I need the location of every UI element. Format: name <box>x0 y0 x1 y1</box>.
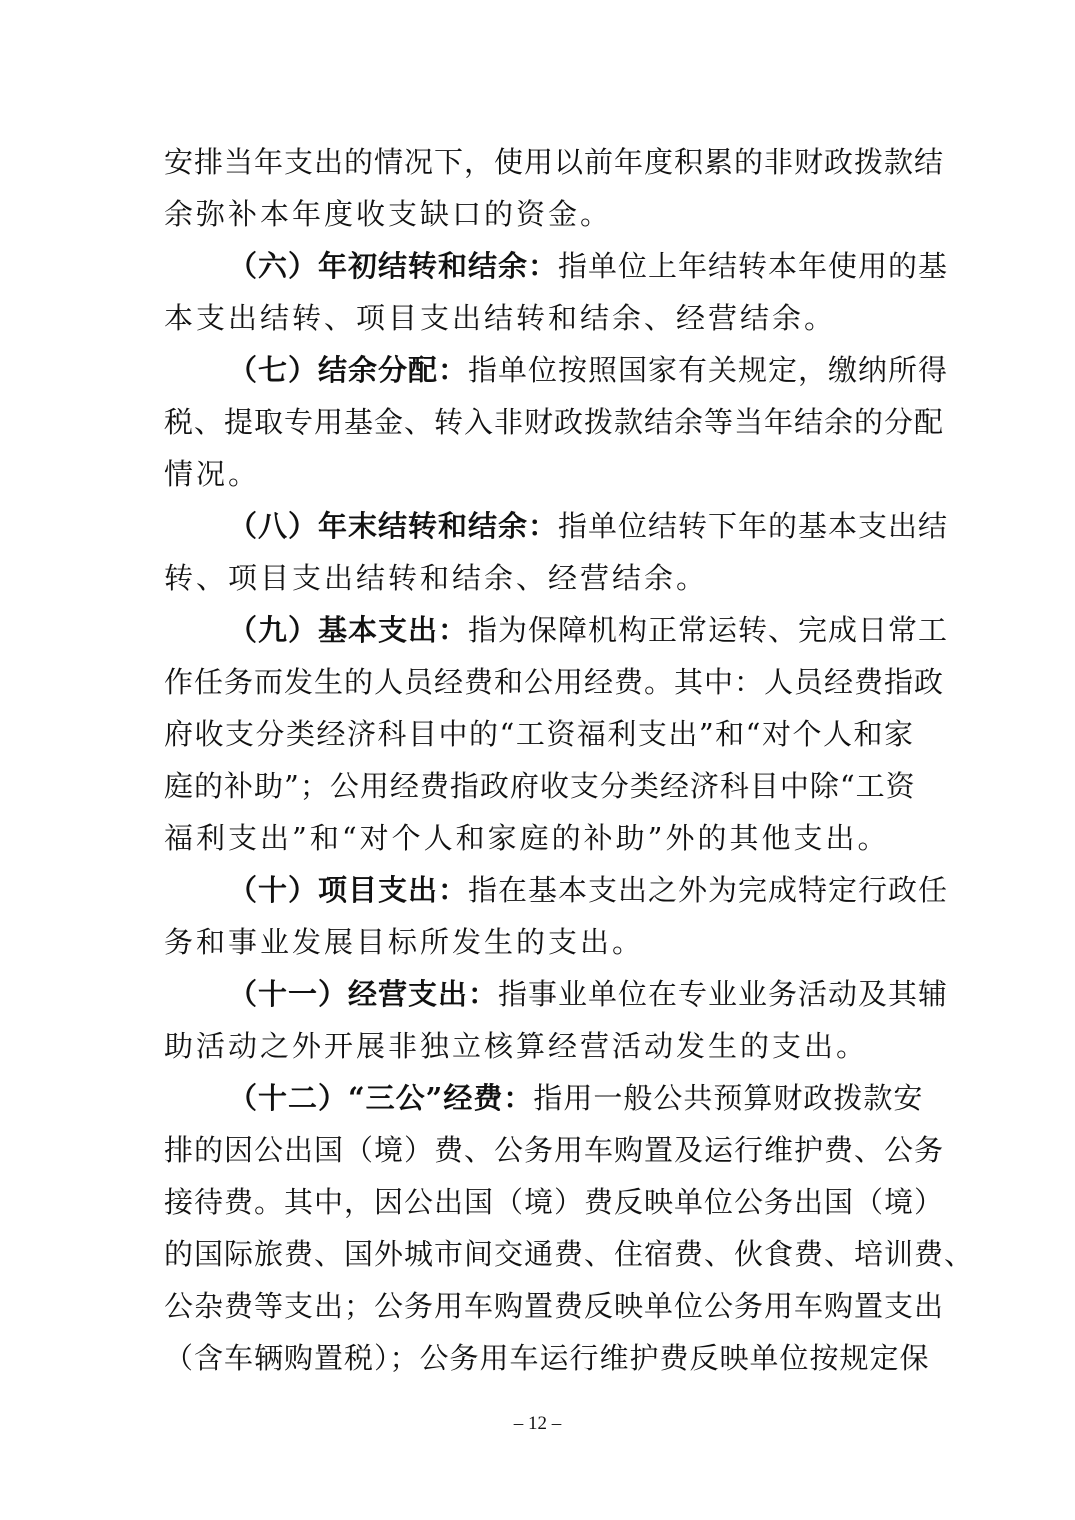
text-line <box>164 864 949 916</box>
term-heading: （六）年初结转和结余： <box>228 249 559 283</box>
text-line <box>164 656 945 708</box>
text-line <box>164 500 949 552</box>
line-text: 指事业单位在专业业务活动及其辅 <box>498 977 949 1011</box>
term-heading: （七）结余分配： <box>228 353 469 387</box>
line-text: 公杂费等支出；公务用车购置费反映单位公务用车购置支出 <box>164 1289 945 1323</box>
text-line <box>164 448 914 500</box>
line-text: 助活动之外开展非独立核算经营活动发生的支出。 <box>164 1029 869 1063</box>
term-heading: （九）基本支出： <box>228 613 469 647</box>
text-line <box>164 916 914 968</box>
text-line <box>164 968 949 1020</box>
line-text: 务和事业发展目标所发生的支出。 <box>164 925 645 959</box>
text-line <box>164 292 914 344</box>
term-heading: （八）年末结转和结余： <box>228 509 559 543</box>
text-line <box>164 1228 975 1280</box>
text-line <box>164 1332 930 1384</box>
text-line <box>164 1124 945 1176</box>
line-text: 庭的补助”；公用经费指政府收支分类经济科目中除“工资 <box>164 769 916 803</box>
line-text: 指用一般公共预算财政拨款安 <box>533 1081 924 1115</box>
line-text: 安排当年支出的情况下，使用以前年度积累的非财政拨款结 <box>164 145 945 179</box>
text-line <box>164 604 949 656</box>
text-line <box>164 188 914 240</box>
page-number: – 12 – <box>513 1413 562 1434</box>
text-line <box>164 344 949 396</box>
body-text <box>164 136 975 1384</box>
text-line <box>164 1072 924 1124</box>
line-text: 指为保障机构正常运转、完成日常工 <box>468 613 949 647</box>
line-text: 接待费。其中，因公出国（境）费反映单位公务出国（境） <box>164 1185 945 1219</box>
line-text: 指在基本支出之外为完成特定行政任 <box>468 873 949 907</box>
text-line <box>164 1020 914 1072</box>
line-text: 的国际旅费、国外城市间交通费、住宿费、伙食费、培训费、 <box>164 1237 975 1271</box>
text-line <box>164 1176 945 1228</box>
text-line <box>164 708 914 760</box>
line-text: （含车辆购置税）；公务用车运行维护费反映单位按规定保 <box>164 1341 930 1375</box>
text-line <box>164 136 945 188</box>
text-line <box>164 396 945 448</box>
line-text: 转、项目支出结转和结余、经营结余。 <box>164 561 709 595</box>
line-text: 排的因公出国（境）费、公务用车购置及运行维护费、公务 <box>164 1133 945 1167</box>
line-text: 指单位上年结转本年使用的基 <box>558 249 949 283</box>
line-text: 作任务而发生的人员经费和公用经费。其中：人员经费指政 <box>164 665 945 699</box>
line-text: 指单位结转下年的基本支出结 <box>558 509 949 543</box>
line-text: 府收支分类经济科目中的“工资福利支出”和“对个人和家 <box>164 717 914 751</box>
line-text: 情况。 <box>164 457 261 491</box>
line-text: 指单位按照国家有关规定，缴纳所得 <box>468 353 949 387</box>
text-line <box>164 812 914 864</box>
text-line <box>164 240 949 292</box>
term-heading: （十二）“三公”经费： <box>228 1081 534 1115</box>
line-text: 余弥补本年度收支缺口的资金。 <box>164 197 613 231</box>
text-line <box>164 1280 945 1332</box>
text-line <box>164 760 914 812</box>
term-heading: （十）项目支出： <box>228 873 469 907</box>
line-text: 税、提取专用基金、转入非财政拨款结余等当年结余的分配 <box>164 405 945 439</box>
term-heading: （十一）经营支出： <box>228 977 499 1011</box>
line-text: 本支出结转、项目支出结转和结余、经营结余。 <box>164 301 837 335</box>
line-text: 福利支出”和“对个人和家庭的补助”外的其他支出。 <box>164 821 890 855</box>
text-line <box>164 552 914 604</box>
